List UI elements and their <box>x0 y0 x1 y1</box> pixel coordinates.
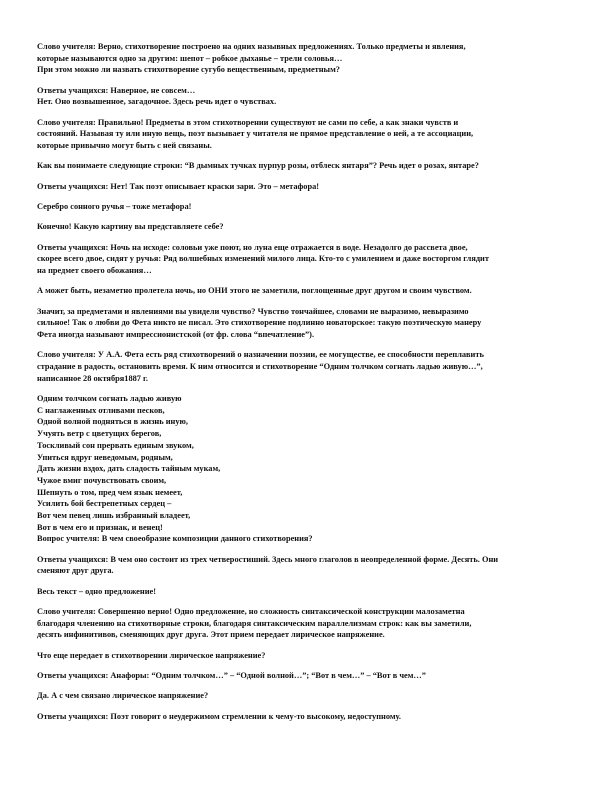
text-line: Ответы учащихся: Нет! Так поэт описывает краски зари. Это – метафора! <box>37 181 320 191</box>
text-line: Нет. Оно возвышенное, загадочное. Здесь речь идет о чувствах. <box>37 97 277 107</box>
text-line: написанное 28 октября1887 г. <box>37 373 148 383</box>
text-line: Как вы понимаете следующие строки: “В дымных тучках пурпур розы, отблеск янтаря”? Речь идет о розах, янтаре? <box>37 161 479 171</box>
text-line: Ответы учащихся: В чем оно состоит из трех четверостиший. Здесь много глаголов в неопределенной форме. Десять. Они <box>37 554 499 564</box>
poem-line: Дать жизни вздох, дать сладость тайным мукам, <box>37 464 221 474</box>
paragraph <box>37 586 585 598</box>
text-line: Ответы учащихся: Наверное, не совсем… <box>37 85 196 95</box>
teacher-question-line: Вопрос учителя: В чем своеобразие композиции данного стихотворения? <box>37 534 313 544</box>
paragraph <box>37 306 585 341</box>
text-line: страдание в радость, остановить время. К ним относится и стихотворение “Одним толчком согнать ладью живую…”, <box>37 362 483 371</box>
poem-line: Одной волной подняться в жизнь иную, <box>37 417 188 427</box>
dialogue-section-intro <box>37 41 585 384</box>
poem-line: Усилить бой бестрепетных сердец – <box>37 499 172 509</box>
poem-line: Вот чем певец лишь избранный владеет, <box>37 511 191 521</box>
paragraph <box>37 85 585 108</box>
text-line: десять инфинитивов, сменяющих друг друга. Этот прием передает лирическое напряжение. <box>37 630 385 640</box>
text-line: При этом можно ли назвать стихотворение сугубо вещественным, предметным? <box>37 65 340 75</box>
paragraph <box>37 650 585 662</box>
text-line: Что еще передает в стихотворении лирическое напряжение? <box>37 650 266 660</box>
paragraph <box>37 41 585 76</box>
text-line: Ответы учащихся: Анафоры: “Одним толчком…” – “Одной волной…”; “Вот в чем…” – “Вот в чем…” <box>37 671 426 681</box>
document-page <box>37 41 585 731</box>
text-line: Серебро сонного ручья – тоже метафора! <box>37 202 192 211</box>
text-line: Ответы учащихся: Поэт говорит о неудержимом стремлении к чему-то высокому, недоступному. <box>37 711 401 721</box>
poem-line: Одним толчком согнать ладью живую <box>37 394 182 403</box>
paragraph <box>37 670 585 682</box>
paragraph <box>37 221 585 233</box>
poem-line: Учуять ветр с цветущих берегов, <box>37 429 162 439</box>
paragraph <box>37 242 585 277</box>
text-line: Фета иногда называют импрессионистской (от фр. слова “впечатление”). <box>37 330 315 339</box>
paragraph <box>37 606 585 641</box>
text-line: благодаря членению на стихотворные строки, благодаря синтаксическим параллелизмам строк: как вы заметили, <box>37 618 472 628</box>
paragraph <box>37 181 585 193</box>
paragraph <box>37 690 585 702</box>
dialogue-section-analysis <box>37 554 585 723</box>
poem-line: Тоскливый сон прервать единым звуком, <box>37 440 194 450</box>
text-line: Слово учителя: Совершенно верно! Одно предложение, но сложность синтаксической конструкции малозаметна <box>37 607 465 617</box>
poem-line: Вот в чем его и признак, и венец! <box>37 522 163 532</box>
paragraph <box>37 160 585 172</box>
text-line: Слово учителя: У А.А. Фета есть ряд стихотворений о назначении поэзии, ее могуществе, ее способности переплавить <box>37 350 484 360</box>
text-line: Слово учителя: Правильно! Предметы в этом стихотворении существуют не сами по себе, а как знаки чувств и <box>37 117 459 127</box>
poem-line: С наглаженных отливами песков, <box>37 405 165 415</box>
text-line: скорее всего двое, сидят у ручья: Ряд волшебных изменений милого лица. Кто-то с умилением и даже восторгом глядит <box>37 254 489 264</box>
poem-block <box>37 393 585 545</box>
text-line: Значит, за предметами и явлениями вы увидели чувство? Чувство тончайшее, словами не выразимо, невыразимо <box>37 306 469 316</box>
text-line: на предмет своего обожания… <box>37 266 152 275</box>
text-line: А может быть, незаметно пролетела ночь, но ОНИ этого не заметили, поглощенные друг другом и своим чувством. <box>37 286 472 296</box>
poem-line: Упиться вдруг неведомым, родным, <box>37 452 173 462</box>
paragraph <box>37 711 585 723</box>
text-line: Ответы учащихся: Ночь на исходе: соловьи уже поют, но луна еще отражается в воде. Незадолго до рассвета двое, <box>37 242 468 252</box>
paragraph <box>37 554 585 577</box>
poem-line: Шепнуть о том, пред чем язык немеет, <box>37 487 183 497</box>
poem-line: Чужое вмиг почувствовать своим, <box>37 475 167 485</box>
text-line: сильное! Так о любви до Фета никто не писал. Это стихотворение подлинно новаторское: такую поэтическую манеру <box>37 318 482 328</box>
text-line: Да. А с чем связано лирическое напряжение? <box>37 691 209 701</box>
paragraph <box>37 349 585 384</box>
text-line: Конечно! Какую картину вы представляете себе? <box>37 222 224 232</box>
text-line: сменяют друг друга. <box>37 566 114 576</box>
text-line: состояний. Называя ту или иную вещь, поэт вызывает у читателя не прямое представление о ней, а те ассоциации, <box>37 129 474 139</box>
text-line: Слово учителя: Верно, стихотворение построено на одних назывных предложениях. Только предметы и явления, <box>37 42 466 51</box>
paragraph <box>37 117 585 152</box>
paragraph <box>37 201 585 213</box>
text-line: которые привычно могут быть с ней связаны. <box>37 141 212 151</box>
text-line: которые называются одно за другим: шепот – робкое дыханье – трели соловья… <box>37 53 343 63</box>
paragraph <box>37 285 585 297</box>
text-line: Весь текст – одно предложение! <box>37 586 156 596</box>
